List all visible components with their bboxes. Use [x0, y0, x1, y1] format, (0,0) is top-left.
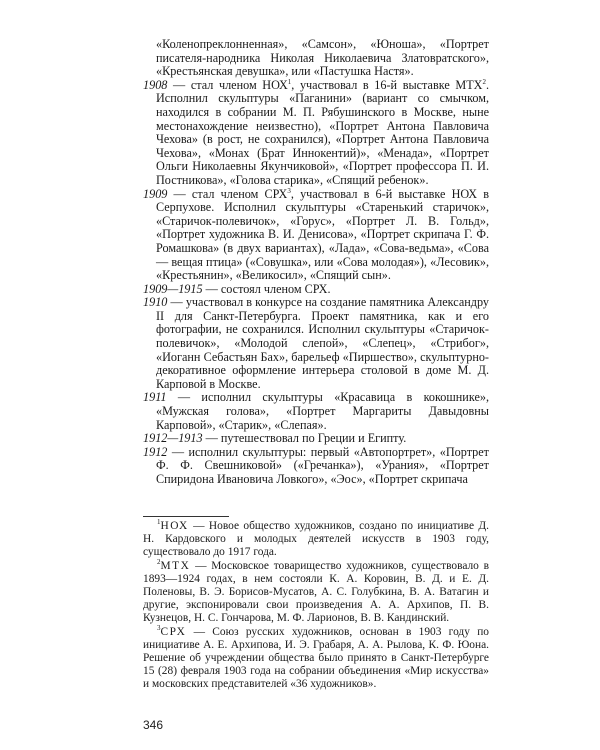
entry-year: 1908: [143, 77, 168, 92]
footnote: [143, 623, 489, 692]
chronology-entry: [143, 188, 489, 283]
footnote-ref: 1: [287, 77, 292, 86]
continued-paragraph: [143, 38, 489, 79]
entry-text: «Коленопреклонненная», «Самсон», «Юноша», «Портрет писателя-народника Николая Николаевича Златовратского», «Крестьянская девушка», или «Пастушка Настя».: [156, 37, 489, 79]
main-text: [143, 38, 489, 487]
footnote-abbreviation: МТХ: [160, 559, 191, 572]
entry-year: 1910: [143, 295, 168, 310]
entry-text: — стал членом СРХ: [167, 186, 288, 201]
page-number: 346: [143, 718, 164, 732]
chronology-entry: [143, 432, 489, 446]
chronology-entry: [143, 79, 489, 188]
chronology-entry: [143, 283, 489, 297]
entry-text: — состоял членом СРХ.: [202, 281, 331, 296]
entry-text: — путешествовал по Греции и Египту.: [202, 431, 407, 446]
entry-text: , участвовал в 16-й выставке МТХ: [291, 77, 483, 92]
entry-text: — исполнил скульптуры: первый «Автопортрет», «Портрет Ф. Ф. Свешниковой» («Гречанка»), «Урания», «Портрет Спиридона Ивановича Ловкого», «Эос», «Портрет скрипача: [156, 444, 489, 486]
footnote-ref: 2: [482, 77, 486, 86]
footnotes: [143, 520, 489, 692]
footnote-number: 2: [157, 557, 161, 566]
entry-text: , участвовал в 6-й выставке НОХ в Серпухове. Исполнил скульптуры «Старенький старичок», «Старичок-полевичок», «Горус», «Портрет Л. В. Гольд», «Портрет художника В. И. Денисова», «Портрет скрипача Г. Ф. Ромашкова» (в двух вариантах), «Лада», «Сова-ведьма», «Сова — вещая птица» («Совушка», или «Сова молодая»), «Лесовик», «Крестьянин», «Великосил», «Спящий сын».: [156, 186, 489, 283]
footnote-number: 1: [157, 518, 161, 527]
footnote-number: 3: [157, 623, 161, 632]
chronology-entry: [143, 446, 489, 487]
footnote-text: — Союз русских художников, основан в 1903 году по инициативе А. Е. Архипова, И. Э. Грабаря, А. А. Рылова, К. Ф. Юона. Решение об учреждении общества было принято в Санкт-Петербурге 15 (28) февраля 1903 года на собрании объединения «Мир искусства» и московских представителей «36 художников».: [143, 625, 489, 691]
footnote-abbreviation: НОХ: [160, 520, 189, 532]
entry-year: 1909—1915: [143, 281, 203, 296]
footnote-text: — Московское товарищество художников, существовало в 1893—1924 годах, в нем состояли К. А. Коровин, В. Д. и Е. Д. Поленовы, В. Э. Борисов-Мусатов, А. С. Голубкина, В. А. Ватагин и другие, экспонировали свои произведения А. А. Архипов, П. В. Кузнецов, Н. С. Гончарова, М. Ф. Ларионов, В. В. Кандинский.: [143, 559, 489, 625]
entry-text: — участвовал в конкурсе на создание памятника Александру II для Санкт-Петербурга. Проект памятника, как и его фотографии, не сохранился. Исполнил скульптуры «Старичок-полевичок», «Молодой слепой», «Слепец», «Стрибог», «Иоганн Себастьян Бах», барельеф «Пиршество», скульптурно-декоративное оформление интерьера столовой в доме М. Д. Карповой в Москве.: [156, 295, 489, 391]
entry-year: 1909: [143, 186, 168, 201]
entry-text: . Исполнил скульптуры «Паганини» (вариант со смычком, находился в собрании М. П. Рябушинского в Москве, ныне местонахождение неизвестно), «Портрет Антона Павловича Чехова» (в рост, не сохранился), «Портрет Антона Павловича Чехова», «Монах (Брат Иннокентий)», «Менада», «Портрет Ольги Николаевны Якунчиковой», «Портрет профессора П. И. Постникова», «Голова старика», «Спящий ребенок».: [156, 77, 489, 187]
entry-text: — стал членом НОХ: [167, 77, 288, 92]
footnote-abbreviation: СРХ: [160, 625, 187, 638]
entry-year: 1912: [143, 444, 168, 459]
footnote-ref: 3: [287, 186, 291, 195]
entry-year: 1911: [143, 390, 167, 405]
chronology-entry: [143, 296, 489, 391]
footnote: [143, 520, 489, 560]
chronology-entry: [143, 391, 489, 432]
footnote: [143, 557, 489, 626]
entry-year: 1912—1913: [143, 431, 203, 446]
footnote-divider: [143, 516, 229, 517]
entry-text: — исполнил скульптуры «Красавица в кокошнике», «Мужская голова», «Портрет Маргариты Давыдовны Карповой», «Старик», «Слепая».: [156, 390, 489, 432]
footnote-text: — Новое общество художников, создано по инициативе Д. Н. Кардовского и молодых деятелей искусств в 1903 году, существовало до 1917 года.: [143, 520, 489, 559]
